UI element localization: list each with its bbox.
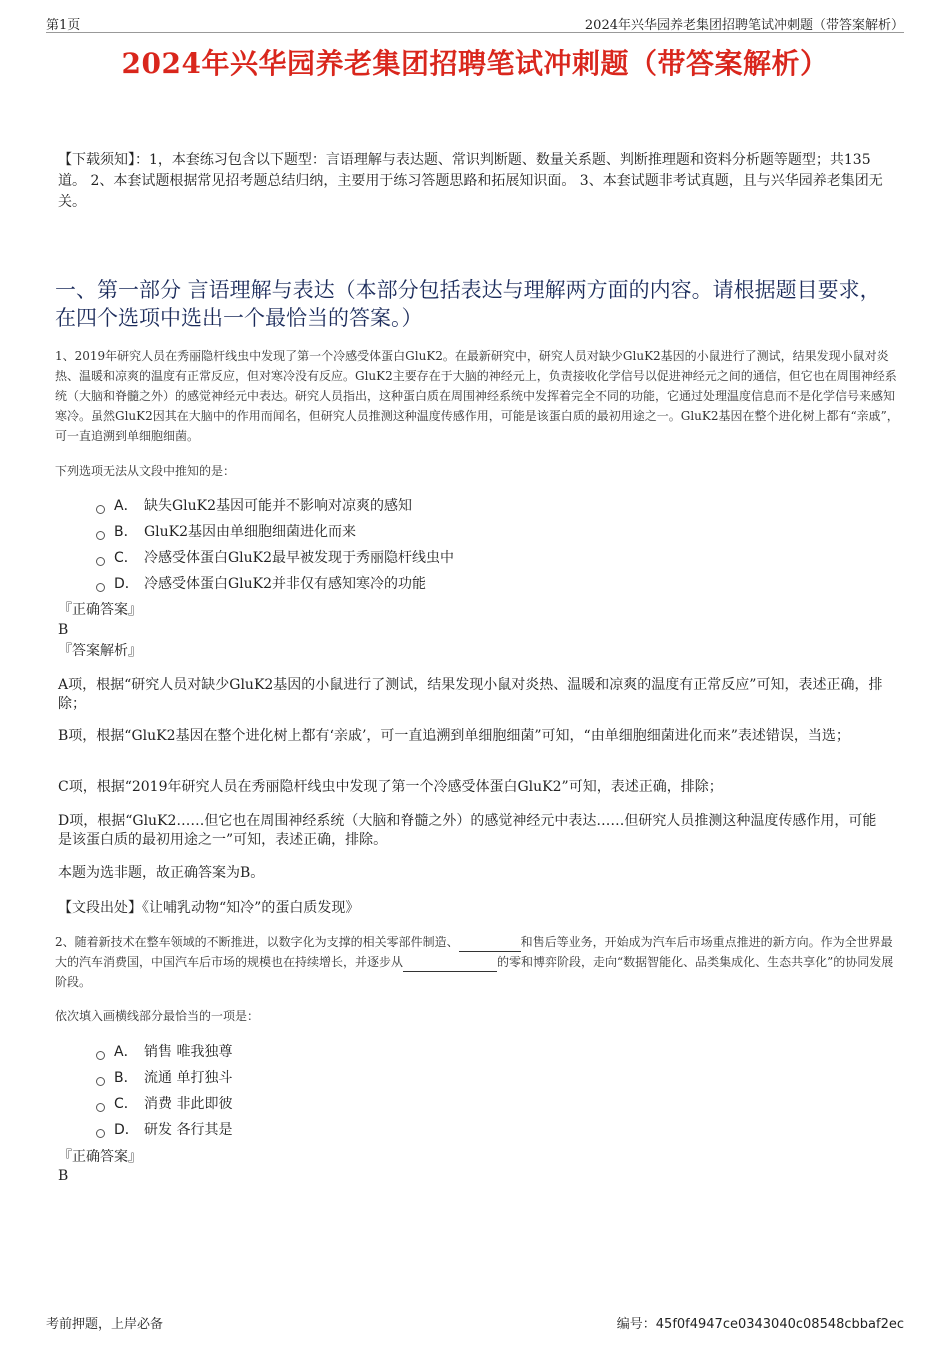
answer-value: B bbox=[58, 622, 69, 638]
passage-source: 【文段出处】《让哺乳动物“知冷”的蛋白质发现》 bbox=[58, 900, 360, 916]
radio-icon[interactable] bbox=[96, 583, 105, 592]
analysis-c: C项，根据“2019年研究人员在秀丽隐杆线虫中发现了第一个冷感受体蛋白GluK2”可知，表述正确，排除； bbox=[58, 779, 723, 795]
option-d[interactable]: D． 冷感受体蛋白GluK2并非仅有感知寒冷的功能 bbox=[96, 571, 454, 597]
page-header bbox=[46, 14, 904, 33]
analysis-b: B项，根据“GluK2基因在整个进化树上都有‘亲戚’，可一直追溯到单细胞细菌”可知，“由单细胞细菌进化而来”表述错误，当选； bbox=[58, 728, 850, 744]
analysis-d: D项，根据“GluK2……但它也在周围神经系统（大脑和脊髓之外）的感觉神经元中表达……但研究人员推测这种温度传感作用，可能是该蛋白质的最初用途之一”可知，表述正确，排除。 bbox=[58, 813, 877, 848]
answer-label: 『正确答案』 bbox=[58, 1149, 142, 1165]
radio-icon[interactable] bbox=[96, 1129, 105, 1138]
question-2-options bbox=[96, 1039, 232, 1143]
analysis-label: 『答案解析』 bbox=[58, 643, 142, 659]
radio-icon[interactable] bbox=[96, 1051, 105, 1060]
question-2-prompt: 依次填入画横线部分最恰当的一项是： bbox=[55, 1009, 260, 1023]
option-c[interactable]: C． 消费 非此即彼 bbox=[96, 1091, 232, 1117]
section-heading: 一、第一部分 言语理解与表达（本部分包括表达与理解两方面的内容。请根据题目要求，在四个选项中选出一个最恰当的答案。） bbox=[55, 278, 881, 330]
radio-icon[interactable] bbox=[96, 557, 105, 566]
answer-label: 『正确答案』 bbox=[58, 602, 142, 618]
fill-blank-2 bbox=[403, 958, 497, 972]
option-d[interactable]: D． 研发 各行其是 bbox=[96, 1117, 232, 1143]
footer-slogan: 考前押题，上岸必备 bbox=[46, 1317, 164, 1332]
radio-icon[interactable] bbox=[96, 1103, 105, 1112]
question-1-stem: 1、2019年研究人员在秀丽隐杆线虫中发现了第一个冷感受体蛋白GluK2。在最新研究中，研究人员对缺少GluK2基因的小鼠进行了测试，结果发现小鼠对炎热、温暖和凉爽的温度有正常反应，但对寒冷没有反应。GluK2主要存在于大脑的神经元上，负责接收化学信号以促进神经元之间的通信，但它也在周围神经系统（大脑和脊髓之外）的感觉神经元中表达。研究人员指出，这种蛋白质在周围神经系统中发挥着完全不同的功能，它通过处理温度信息而不是化学信号来感知寒冷。虽然GluK2因其在大脑中的作用而闻名，但研究人员推测这种温度传感作用，可能是该蛋白质的最初用途之一。GluK2基因在整个进化树上都有“亲戚”，可一直追溯到单细胞细菌。 bbox=[55, 349, 899, 443]
download-notice: 【下载须知】：1，本套练习包含以下题型：言语理解与表达题、常识判断题、数量关系题、判断推理题和资料分析题等题型；共135道。 2、本套试题根据常见招考题总结归纳，主要用于练习答题思路和拓展知识面。 3、本套试题非考试真题，且与兴华园养老集团无关。 bbox=[58, 152, 883, 210]
document-code: 编号：45f0f4947ce0343040c08548cbbaf2ec bbox=[616, 1317, 904, 1332]
option-c[interactable]: C． 冷感受体蛋白GluK2最早被发现于秀丽隐杆线虫中 bbox=[96, 545, 454, 571]
option-b[interactable]: B． GluK2基因由单细胞细菌进化而来 bbox=[96, 519, 454, 545]
radio-icon[interactable] bbox=[96, 531, 105, 540]
question-1-options bbox=[96, 493, 454, 597]
header-doc-title: 2024年兴华园养老集团招聘笔试冲刺题（带答案解析） bbox=[584, 18, 904, 33]
question-2-stem: 2、随着新技术在整车领域的不断推进，以数字化为支撑的相关零部件制造、 和售后等业务，开始成为汽车后市场重点推进的新方向。作为全世界最大的汽车消费国，中国汽车后市场的规模也在持续增长，并逐步从 的零和博弈阶段，走向“数据智能化、品类集成化、生态共享化”的协同发展阶段。 bbox=[55, 935, 894, 989]
option-a[interactable]: A． 销售 唯我独尊 bbox=[96, 1039, 232, 1065]
fill-blank-1 bbox=[459, 938, 521, 952]
document-title: 2024年兴华园养老集团招聘笔试冲刺题（带答案解析） bbox=[121, 47, 829, 80]
analysis-a: A项，根据“研究人员对缺少GluK2基因的小鼠进行了测试，结果发现小鼠对炎热、温暖和凉爽的温度有正常反应”可知，表述正确，排除； bbox=[58, 677, 883, 712]
page-number: 第1页 bbox=[46, 18, 81, 33]
option-b[interactable]: B． 流通 单打独斗 bbox=[96, 1065, 232, 1091]
option-a[interactable]: A． 缺失GluK2基因可能并不影响对凉爽的感知 bbox=[96, 493, 454, 519]
radio-icon[interactable] bbox=[96, 505, 105, 514]
analysis-conclusion: 本题为选非题，故正确答案为B。 bbox=[58, 865, 265, 881]
radio-icon[interactable] bbox=[96, 1077, 105, 1086]
answer-value: B bbox=[58, 1168, 69, 1184]
question-1-prompt: 下列选项无法从文段中推知的是： bbox=[55, 464, 236, 478]
